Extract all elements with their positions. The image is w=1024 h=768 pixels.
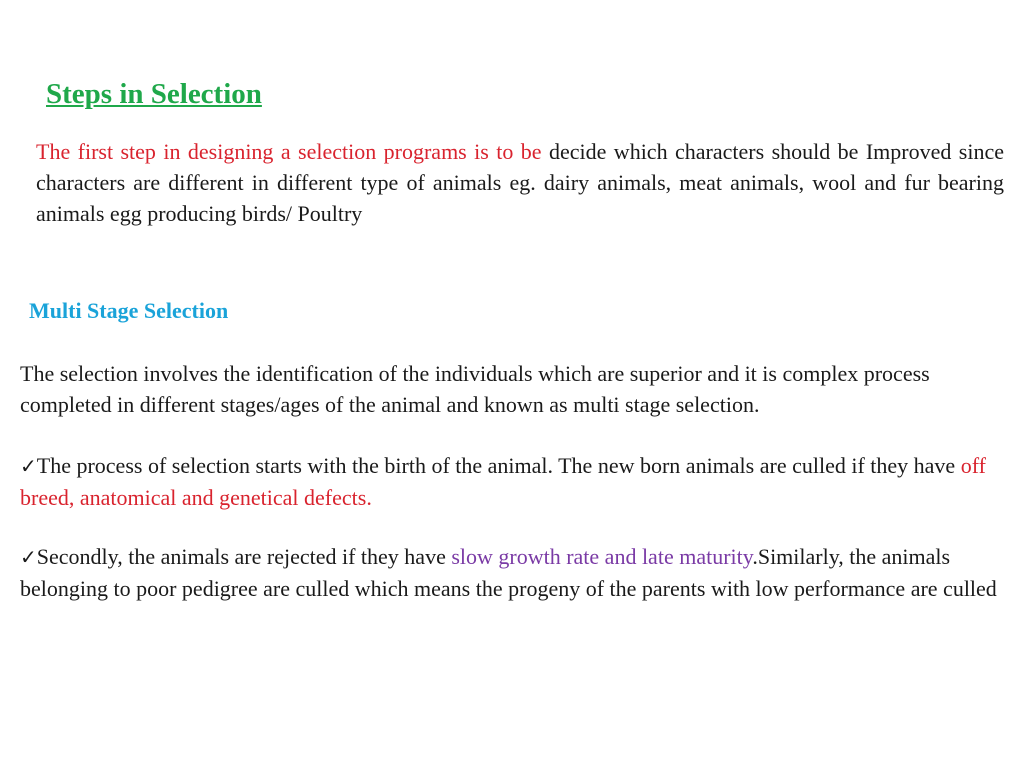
- bullet-1-text: The process of selection starts with the birth of the animal. The new born animals are culled if they have: [36, 453, 961, 478]
- checkmark-icon: ✓: [20, 454, 37, 478]
- slide-title: Steps in Selection: [46, 78, 262, 110]
- bullet-point-1: [20, 450, 1004, 513]
- description-paragraph: The selection involves the identification of the individuals which are superior and it is complex process completed in different stages/ages of the animal and known as multi stage selection.: [20, 361, 930, 417]
- intro-paragraph: [36, 136, 1004, 229]
- bullet-2-text: Secondly, the animals are rejected if they have: [36, 544, 452, 569]
- intro-text: decide which characters should be Improved since characters are different in different type of animals eg. dairy animals, meat animals, wool and fur bearing animals egg producing birds/ Poultry: [36, 139, 1005, 226]
- bullet-2-text-after: .Similarly, the animals belonging to poor pedigree are culled which means the progeny of the parents with low performance are culled: [20, 544, 997, 601]
- checkmark-icon: ✓: [20, 545, 37, 569]
- bullet-2-highlight: slow growth rate and late maturity: [451, 544, 753, 569]
- section-heading: Multi Stage Selection: [29, 298, 229, 323]
- bullet-point-2: [20, 541, 1004, 604]
- bullet-1-highlight: off breed, anatomical and genetical defects.: [20, 453, 986, 510]
- intro-highlight: The first step in designing a selection programs is to be: [36, 139, 542, 164]
